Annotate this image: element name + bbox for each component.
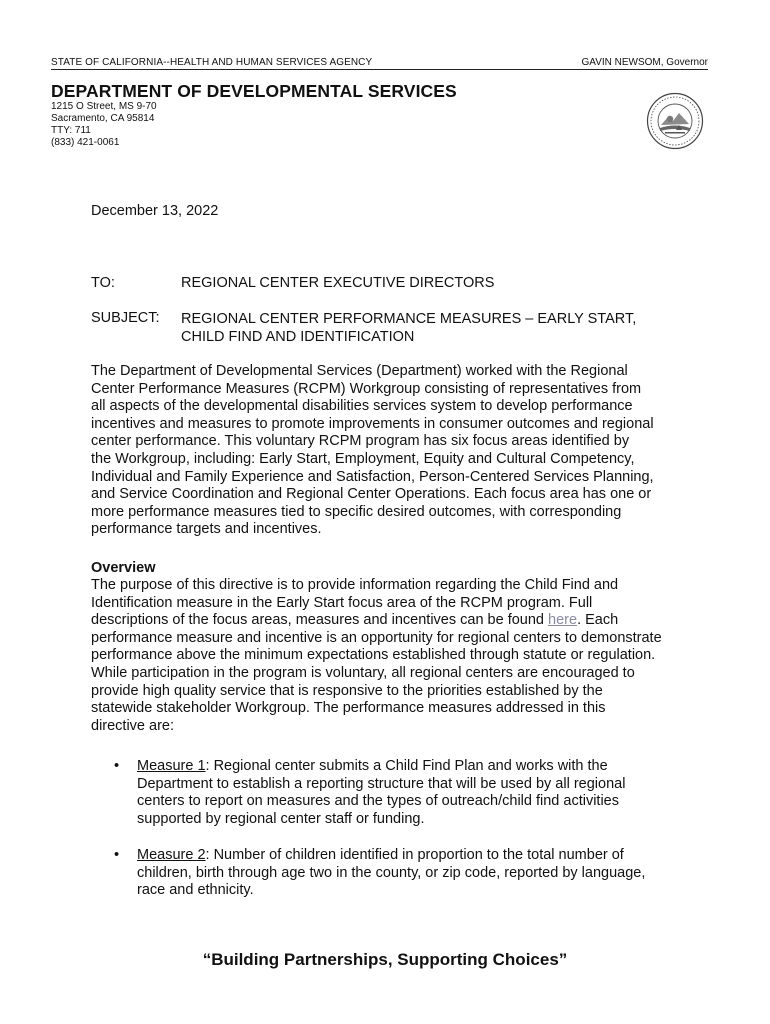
text-line: and Service Coordination and Regional Center Operations. Each focus area has one or: [91, 486, 652, 503]
bullet-icon: •: [114, 758, 120, 774]
text-line: Department to establish a reporting structure that will be used by all regional: [137, 775, 626, 792]
bullet-icon: •: [114, 847, 120, 863]
intro-paragraph: [91, 363, 691, 539]
subject-line: CHILD FIND AND IDENTIFICATION: [181, 329, 415, 345]
measure-1-item: [137, 758, 692, 828]
measure-1-name: Measure 1: [137, 758, 206, 774]
department-address: [51, 101, 157, 149]
text-line: performance above the minimum expectations established through statute or regulation.: [91, 647, 656, 664]
address-line: TTY: 711: [51, 125, 91, 136]
address-line: Sacramento, CA 95814: [51, 113, 155, 124]
text-fragment: . Each: [577, 612, 619, 629]
text-line: children, birth through age two in the county, or zip code, reported by language,: [137, 864, 646, 881]
overview-heading: Overview: [91, 560, 156, 576]
department-title: DEPARTMENT OF DEVELOPMENTAL SERVICES: [51, 81, 457, 101]
text-line: [137, 758, 692, 776]
text-line: all aspects of the developmental disabilities services system to develop performance: [91, 398, 633, 415]
address-line: (833) 421-0061: [51, 137, 120, 148]
text-line: more performance measures tied to specific desired outcomes, with corresponding: [91, 503, 622, 520]
footer-slogan: “Building Partnerships, Supporting Choices”: [202, 950, 568, 969]
text-fragment: : Number of children identified in proportion to the total number of: [205, 847, 624, 863]
text-line: performance measure and incentive is an opportunity for regional centers to demonstrate: [91, 629, 662, 646]
agency-name: STATE OF CALIFORNIA--HEALTH AND HUMAN SERVICES AGENCY: [51, 57, 373, 68]
text-line: While participation in the program is voluntary, all regional centers are encouraged to: [91, 664, 635, 681]
text-line: centers to report on measures and the types of outreach/child find activities: [137, 793, 619, 810]
subject-line: REGIONAL CENTER PERFORMANCE MEASURES – EARLY START,: [181, 311, 637, 327]
governor-name: GAVIN NEWSOM, Governor: [581, 57, 708, 68]
header-rule: [51, 69, 708, 70]
text-line: incentives and measures to promote improvements in consumer outcomes and regional: [91, 415, 654, 432]
text-line: The purpose of this directive is to provide information regarding the Child Find and: [91, 577, 619, 593]
text-line: center performance. This voluntary RCPM program has six focus areas identified by: [91, 433, 630, 450]
measure-2-item: [137, 847, 692, 900]
here-link[interactable]: here: [548, 612, 578, 629]
text-line: statewide stakeholder Workgroup. The performance measures addressed in this: [91, 700, 606, 717]
text-line: The Department of Developmental Services (Department) worked with the Regional: [91, 363, 628, 379]
text-line: Identification measure in the Early Start focus area of the RCPM program. Full: [91, 594, 593, 611]
text-line: supported by regional center staff or funding.: [137, 810, 425, 827]
measure-2-name: Measure 2: [137, 847, 206, 863]
text-fragment: descriptions of the focus areas, measures and incentives can be found: [91, 612, 549, 629]
memo-date: December 13, 2022: [91, 203, 219, 219]
text-line: directive are:: [91, 717, 175, 734]
text-line: [137, 847, 692, 865]
text-line: [91, 612, 691, 630]
to-recipients: REGIONAL CENTER EXECUTIVE DIRECTORS: [181, 275, 495, 291]
overview-paragraph: [91, 577, 691, 735]
text-line: race and ethnicity.: [137, 882, 254, 899]
text-fragment: : Regional center submits a Child Find Plan and works with the: [205, 758, 608, 774]
subject-value: [181, 310, 636, 346]
state-seal-icon: [646, 92, 704, 150]
subject-label: SUBJECT:: [91, 310, 160, 326]
text-line: the Workgroup, including: Early Start, Employment, Equity and Cultural Competency,: [91, 450, 635, 467]
to-label: TO:: [91, 275, 115, 291]
text-line: Center Performance Measures (RCPM) Workgroup consisting of representatives from: [91, 380, 642, 397]
text-line: provide high quality service that is responsive to the priorities established by the: [91, 682, 603, 699]
text-line: Individual and Family Experience and Satisfaction, Person-Centered Services Planning,: [91, 468, 654, 485]
text-line: performance targets and incentives.: [91, 521, 322, 538]
address-line: 1215 O Street, MS 9-70: [51, 101, 157, 112]
